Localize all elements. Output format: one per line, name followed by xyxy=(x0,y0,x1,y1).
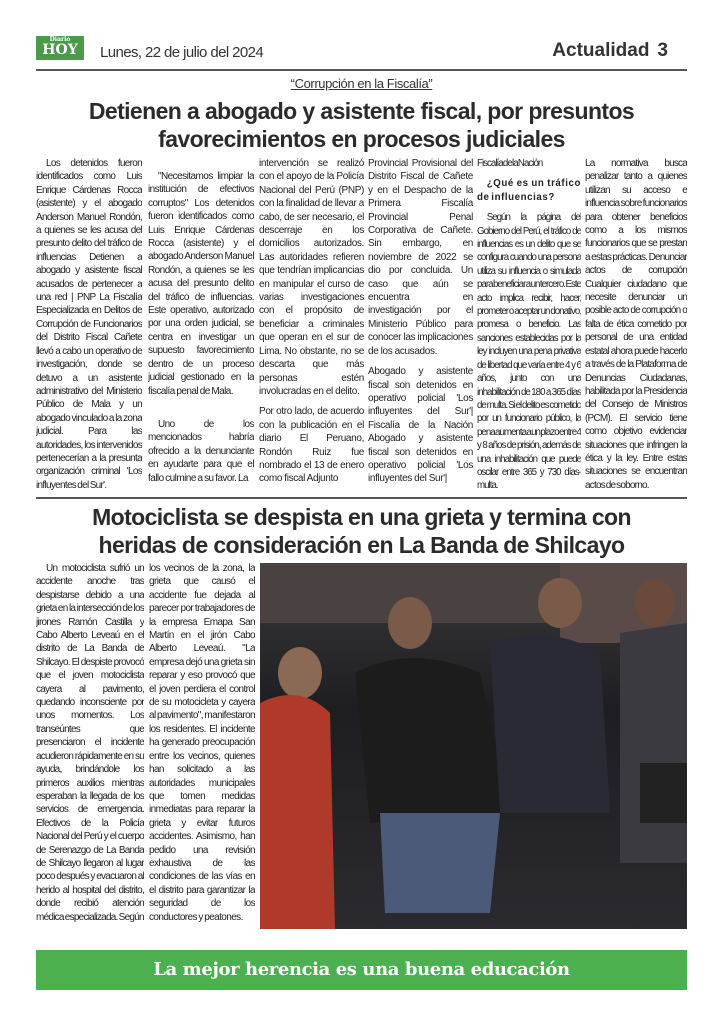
issue-date: Lunes, 22 de julio del 2024 xyxy=(100,44,264,61)
subheading: ¿Qué es un tráfico de influencias? xyxy=(477,178,581,203)
paragraph: Uno de los mencionados habría ofrecido a la denunciante en ayudarte para que el fallo culmine a su favor. La xyxy=(148,418,254,484)
newspaper-logo xyxy=(36,36,84,60)
logo-big-text: HOY xyxy=(42,42,78,58)
article1-column-5 xyxy=(477,157,581,492)
paragraph: Provincial Provisional del Distrito Fiscal de Cañete y en el Despacho de la Primera Fiscalía Provincial Penal Corporativa de Cañete. Sin embargo, en noviembre de 2022 se dio por concluida. Un caso que aún se encuentra en investigación por el Ministerio Público para conocer las implicaciones de los acusados. xyxy=(368,158,473,357)
paragraph: Un motociclista sufrió un accidente anoche tras despistarse debido a una grieta en la intersección de los jirones Ramón Castilla y Cabo Alberto Leveaú en el distrito de La Banda de Shilcayo. El despiste provocó que el joven motociclista cayera al pavimento, quedando inconsciente por unos momentos. Los transeúntes que presenciaron el incidente acudieron rápidamente en su ayuda, brindándole los primeros auxilios mientras esperaban la llegada de los servicios de emergencia. Efectivos de la Policía Nacional del Perú y el cuerpo de Serenazgo de La Banda de Shilcayo llegaron al lugar poco después y evacuaron al herido al hospital del distrito, donde recibió atención médica especializada. Según xyxy=(36,563,144,923)
accident-photo xyxy=(260,563,687,929)
paragraph: "Necesitamos limpiar la institución de efectivos corruptos" Los detenidos fueron identificados como Luis Enrique Cárdenas Rocca (asistente) y el abogado Anderson Manuel Rondón, a quienes se les acusa del presunto delito del tráfico de influencias. Este operativo, autorizado por una orden judicial, se centra en investigar un supuesto favorecimiento dentro de un proceso judicial gestionado en la fiscalía penal de Mala. xyxy=(148,171,254,397)
article2-column-2 xyxy=(149,562,255,932)
paragraph: Abogado y asistente fiscal son detenidos en operativo policial 'Los influyentes del Sur'| Fiscalía de la Nación Abogado y asistente fiscal son detenidos en operativo policial 'Los influyentes del Sur'| xyxy=(368,366,473,485)
paragraph: Los detenidos fueron identificados como Luis Enrique Cárdenas Rocca (asistente) y el abogado Anderson Manuel Rondón, a quienes se les acusa del presunto delito del tráfico de influencias Detienen a abogado y asistente fiscal acusados de pertenecer a una red | PNP La Fiscalía Especializada en Delitos de Corrupción de Funcionarios del Distrito Fiscal Cañete llevó a cabo un operativo de investigación, donde se detuvo a un asistente administrativo del Ministerio Público de Mala y un abogado vinculado a la zona judicial. Para las autoridades, los intervenidos pertenecerían a la presunta organización criminal 'Los influyentes del Sur'. xyxy=(36,158,142,491)
article1-column-6 xyxy=(585,157,687,492)
section-name: Actualidad xyxy=(552,40,650,61)
headline-line: favorecimientos en procesos judiciales xyxy=(158,126,565,152)
headline-line: Detienen a abogado y asistente fiscal, por presuntos xyxy=(88,98,635,124)
article1-column-1 xyxy=(36,157,142,492)
paragraph: los vecinos de la zona, la grieta que causó el accidente fue dejada al parecer por trabajadores de la empresa Emapa San Martín en el jirón Cabo Alberto Leveaú. "La empresa dejó una grieta sin reparar y eso provocó que el joven perdiera el control de su motocicleta y cayera al pavimento", manifestaron los residentes. El incidente ha generado preocupación entre los vecinos, quienes han solicitado a las autoridades municipales que tomen medidas inmediatas para reparar la grieta y evitar futuros accidentes. Asimismo, han pedido una revisión exhaustiva de las condiciones de las vías en el distrito para garantizar la seguridad de los conductores y peatones. xyxy=(149,563,255,923)
paragraph: Fiscalía de la Nación xyxy=(477,158,543,169)
article2-headline xyxy=(36,503,687,559)
article1-headline xyxy=(36,97,687,153)
photo-illustration xyxy=(260,563,687,929)
logo-small-text: Diario xyxy=(49,36,71,43)
page-number: 3 xyxy=(657,40,668,61)
paragraph: Según la página del Gobierno del Perú, el tráfico de influencias es un delito que se configura cuando una persona utiliza su influencia o simulada para beneficiar a un tercero. Este acto implica recibir, hacer, prometer o aceptar un donativo, promesa o beneficio. Las sanciones establecidas por la ley incluyen una pena privativa de libertad que varía entre 4 y 6 años, junto con una inhabilitación de 180 a 365 días de multa. Si el delito es cometido por un funcionario público, la pena aumenta a un plazo entre 4 y 8 años de prisión, además de una inhabilitación que puede oscilar entre 365 y 730 días-multa. xyxy=(477,212,581,492)
article1-column-3 xyxy=(259,157,364,492)
paragraph: La normativa busca penalizar tanto a quienes utilizan su acceso e influencia sobre funcionarios para obtener beneficios como a los mismos funcionarios que se prestan a estas prácticas. Denunciar actos de corrupción Cualquier ciudadano que necesite denunciar un posible acto de corrupción o falta de ética cometido por personal de una entidad estatal ahora puede hacerlo a través de la Plataforma de Denuncias Ciudadanas, habilitada por la Presidencia del Consejo de Ministros (PCM). El servicio tiene como objetivo evidenciar situaciones que infringen la ética y la ley. Entre estas situaciones se encuentran actos de soborno. xyxy=(585,158,687,491)
article1-column-4 xyxy=(368,157,473,492)
paragraph: Por otro lado, de acuerdo con la publicación en el diario El Peruano, Rondón Ruiz fue nombrado el 13 de enero como fiscal Adjunto xyxy=(259,406,364,485)
article1-kicker: “Corrupción en la Fiscalía” xyxy=(290,76,433,91)
slogan-banner: La mejor herencia es una buena educación xyxy=(36,950,687,990)
header-rule xyxy=(36,69,687,71)
section-rule xyxy=(36,497,687,499)
headline-line: heridas de consideración en La Banda de Shilcayo xyxy=(98,532,625,558)
section-heading xyxy=(552,40,668,62)
paragraph: intervención se realizó con el apoyo de la Policía Nacional del Perú (PNP) con la finalidad de llevar a cabo, de ser necesario, el descerraje en los domicilios autorizados. Las autoridades refieren que tendrían implicancias en manipular el curso de varias investigaciones con el propósito de beneficiar a criminales que operan en el sur de Lima. No obstante, no se descarta que más personas estén involucradas en el delito. xyxy=(259,158,364,397)
article2-column-1 xyxy=(36,562,144,932)
article1-column-2 xyxy=(148,170,254,492)
headline-line: Motociclista se despista en una grieta y termina con xyxy=(92,504,631,530)
